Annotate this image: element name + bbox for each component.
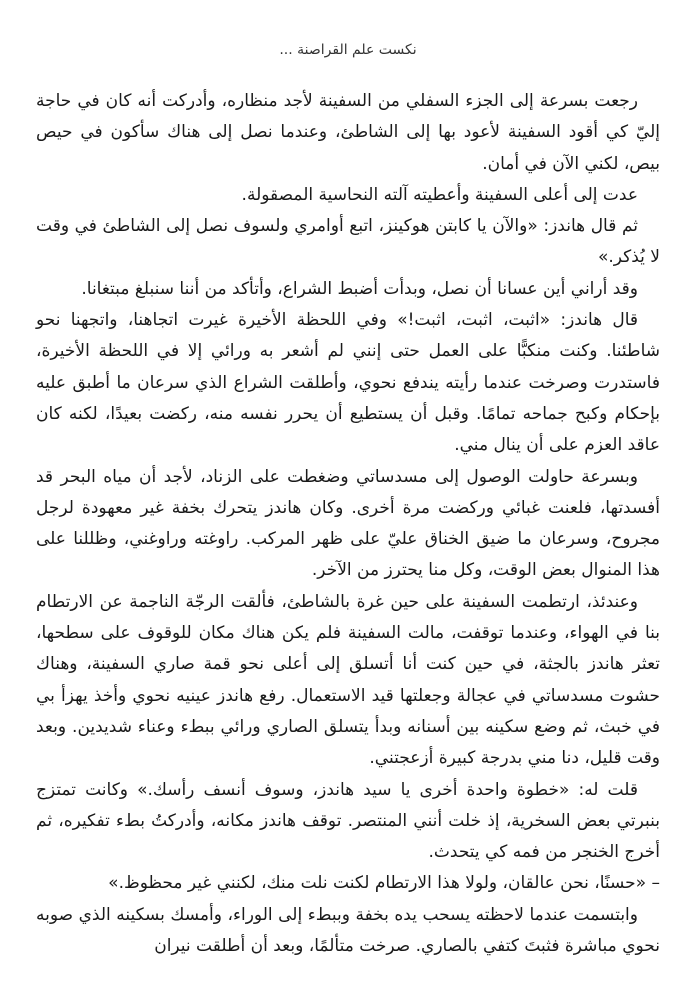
paragraph: – «حسنًا، نحن عالقان، ولولا هذا الارتطام لكنت نلت منك، لكنني غير محظوظ.» [108, 873, 660, 894]
book-page [36, 0, 660, 1000]
paragraph: قلت له: «خطوة واحدة أخرى يا سيد هاندز، وسوف أنسف رأسك.» وكانت تمتزج بنبرتي بعض السخرية، إذ خلت أنني المنتصر. توقف هاندز مكانه، وأدركتُ بطء تفكيره، ثم أخرج الخنجر من فمه كي يتحدث. [36, 779, 660, 863]
paragraph: ثم قال هاندز: «والآن يا كابتن هوكينز، اتبع أوامري ولسوف نصل إلى الشاطئ في وقت لا يُذكر.» [36, 216, 660, 268]
paragraph: وعندئذ، ارتطمت السفينة على حين غرة بالشاطئ، فألقت الرجّة الناجمة عن الارتطام بنا في الهواء، وعندما توقفت، مالت السفينة فلم يكن هناك مكان للوقوف على سطحها، تعثر هاندز بالجثة، في حين كنت أنا أتسلق إلى أعلى نحو قمة صاري السفينة، وهناك حشوت مسدساتي في عجالة وجعلتها قيد الاستعمال. رفع هاندز عينيه نحوي وأخذ يهزأ بي في خبث، ثم وضع سكينه بين أسنانه وبدأ يتسلق الصاري ورائي ببطء وعناء شديدين. وبعد وقت قليل، دنا مني بدرجة كبيرة أزعجتني. [36, 591, 660, 769]
paragraph: رجعت بسرعة إلى الجزء السفلي من السفينة لأجد منظاره، وأدركت أنه كان في حاجة إليّ كي أقود السفينة لأعود بها إلى الشاطئ، وعندما نصل إلى هناك سأكون في حيص بيص، لكني الآن في أمان. [36, 91, 660, 174]
body-text [36, 86, 660, 962]
paragraph: وابتسمت عندما لاحظته يسحب يده بخفة وببطء إلى الوراء، وأمسك بسكينه الذي صوبه نحوي مباشرة فثبتَ كتفي بالصاري. صرخت متألمًا، وبعد أن أطلقت نيران [36, 904, 660, 957]
paragraph: وبسرعة حاولت الوصول إلى مسدساتي وضغطت على الزناد، لأجد أن مياه البحر قد أفسدتها، فلعنت غبائي وركضت مرة أخرى. وكان هاندز يتحرك بخفة غير معهودة لرجل مجروح، وسرعان ما ضيق الخناق عليّ على ظهر المركب. راوغته وراوغني، وظللنا على هذا المنوال بعض الوقت، وكل منا يحترز من الآخر. [36, 466, 660, 581]
running-header: نكست علم القراصنة ... [279, 42, 417, 58]
paragraph: عدت إلى أعلى السفينة وأعطيته آلته النحاسية المصقولة. [241, 184, 638, 205]
paragraph: قال هاندز: «اثبت، اثبت، اثبت!» وفي اللحظة الأخيرة غيرت اتجاهنا، واتجهنا نحو شاطئنا. وكنت منكبًّا على العمل حتى إنني لم أشعر به ورائي إلا في اللحظة الأخيرة، فاستدرت وصرخت عندما رأيته يندفع نحوي، وأطلقت الشراع الذي سرعان ما أطبق عليه بإحكام وكبح جماحه تمامًا. وقبل أن يستطيع أن يحرر نفسه منه، ركضت بعيدًا، لكنه كان عاقد العزم على أن ينال مني. [36, 310, 660, 456]
paragraph: وقد أراني أين عسانا أن نصل، وبدأت أضبط الشراع، وأتأكد من أننا سنبلغ مبتغانا. [81, 278, 638, 299]
